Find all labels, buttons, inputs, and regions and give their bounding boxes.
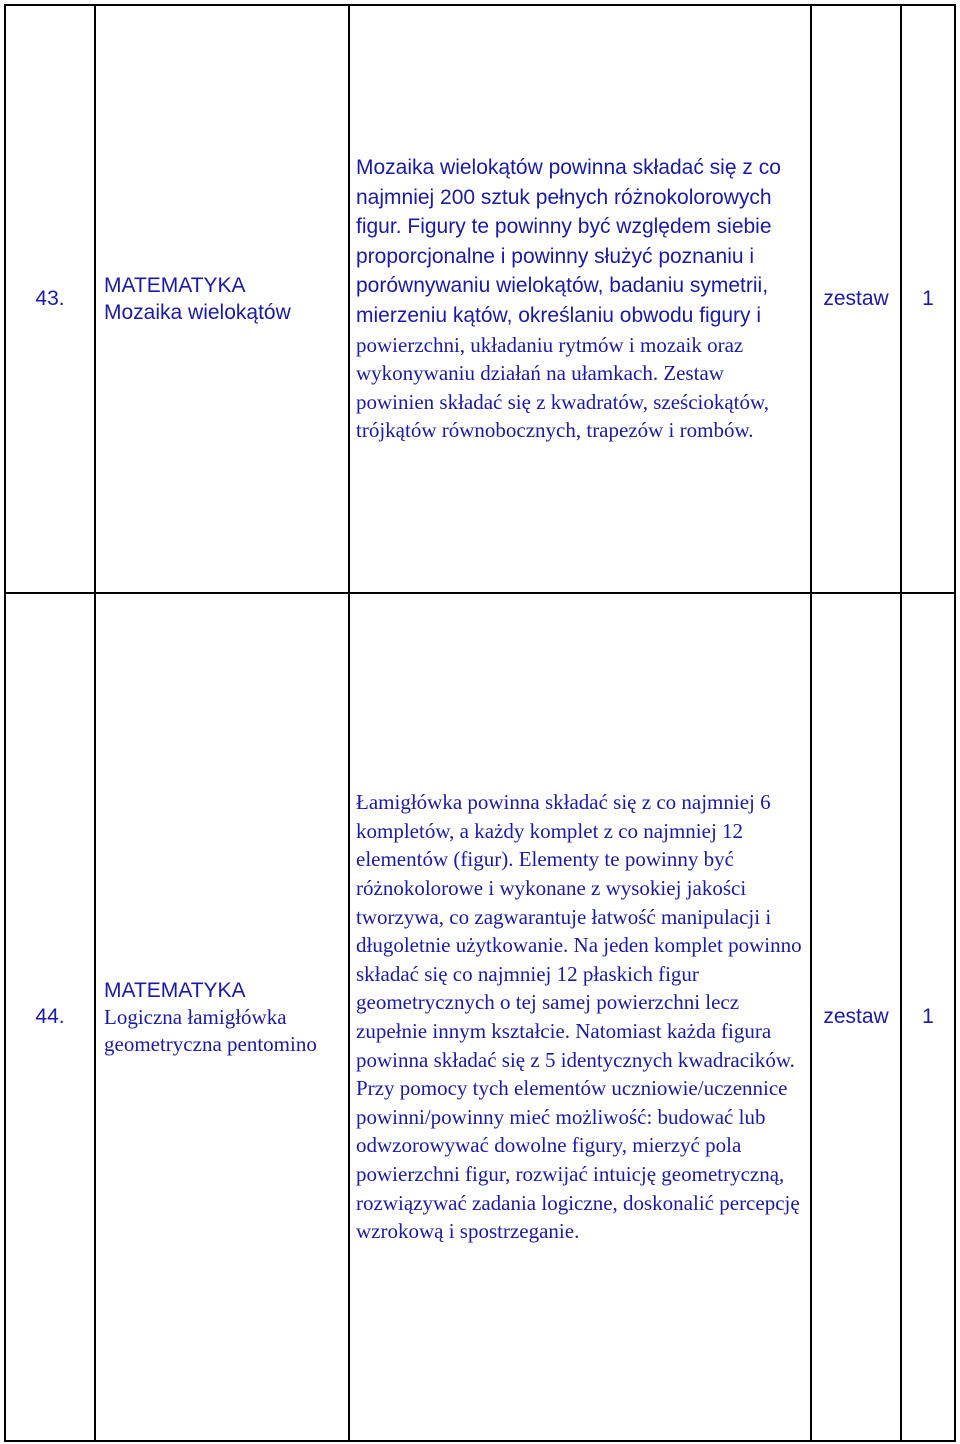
item-number: 44. <box>5 593 95 1441</box>
item-subject: MATEMATYKA <box>104 978 246 1002</box>
item-unit: zestaw <box>811 593 901 1441</box>
table-row <box>5 593 955 1441</box>
item-subject-cell <box>95 593 349 1441</box>
item-description-part1: Mozaika wielokątów powinna składać się z co najmniej 200 sztuk pełnych różnokolorowych figur. Figury te powinny być względem siebie proporcjonalne i powinny służyć poznaniu i porównywaniu wielokątów, badaniu symetrii, mierzeniu kątów, określaniu obwodu figury i <box>356 156 781 327</box>
item-name: Mozaika wielokątów <box>104 301 291 324</box>
table-row <box>5 5 955 593</box>
item-description-cell <box>349 593 811 1441</box>
item-name: Logiczna łamigłówka geometryczna pentomino <box>104 1004 317 1056</box>
item-description-part2: powierzchni, układaniu rytmów i mozaik oraz wykonywaniu działań na ułamkach. Zestaw powinien składać się z kwadratów, sześciokątów, trójkątów równobocznych, trapezów i rombów. <box>356 332 770 443</box>
item-unit: zestaw <box>811 5 901 593</box>
item-description-cell <box>349 5 811 593</box>
item-quantity: 1 <box>901 5 955 593</box>
item-subject-cell <box>95 5 349 593</box>
item-quantity: 1 <box>901 593 955 1441</box>
item-description: Łamigłówka powinna składać się z co najmniej 6 kompletów, a każdy komplet z co najmniej 12 elementów (figur). Elementy te powinny być różnokolorowe i wykonane z wysokiej jakości tworzywa, co zagwarantuje łatwość manipulacji i długoletnie użytkowanie. Na jeden komplet powinno składać się co najmniej 12 płaskich figur geometrycznych o tej samej powierzchni lecz zupełnie innym kształcie. Natomiast każda figura powinna składać się z 5 identycznych kwadracików. Przy pomocy tych elementów uczniowie/uczennice powinni/powinny mieć możliwość: budować lub odwzorowywać dowolne figury, mierzyć pola powierzchni figur, rozwijać intuicję geometryczną, rozwiązywać zadania logiczne, doskonalić percepcję wzrokową i spostrzeganie. <box>356 790 802 1244</box>
specification-table <box>4 4 956 1442</box>
item-number: 43. <box>5 5 95 593</box>
item-subject: MATEMATYKA <box>104 274 246 297</box>
